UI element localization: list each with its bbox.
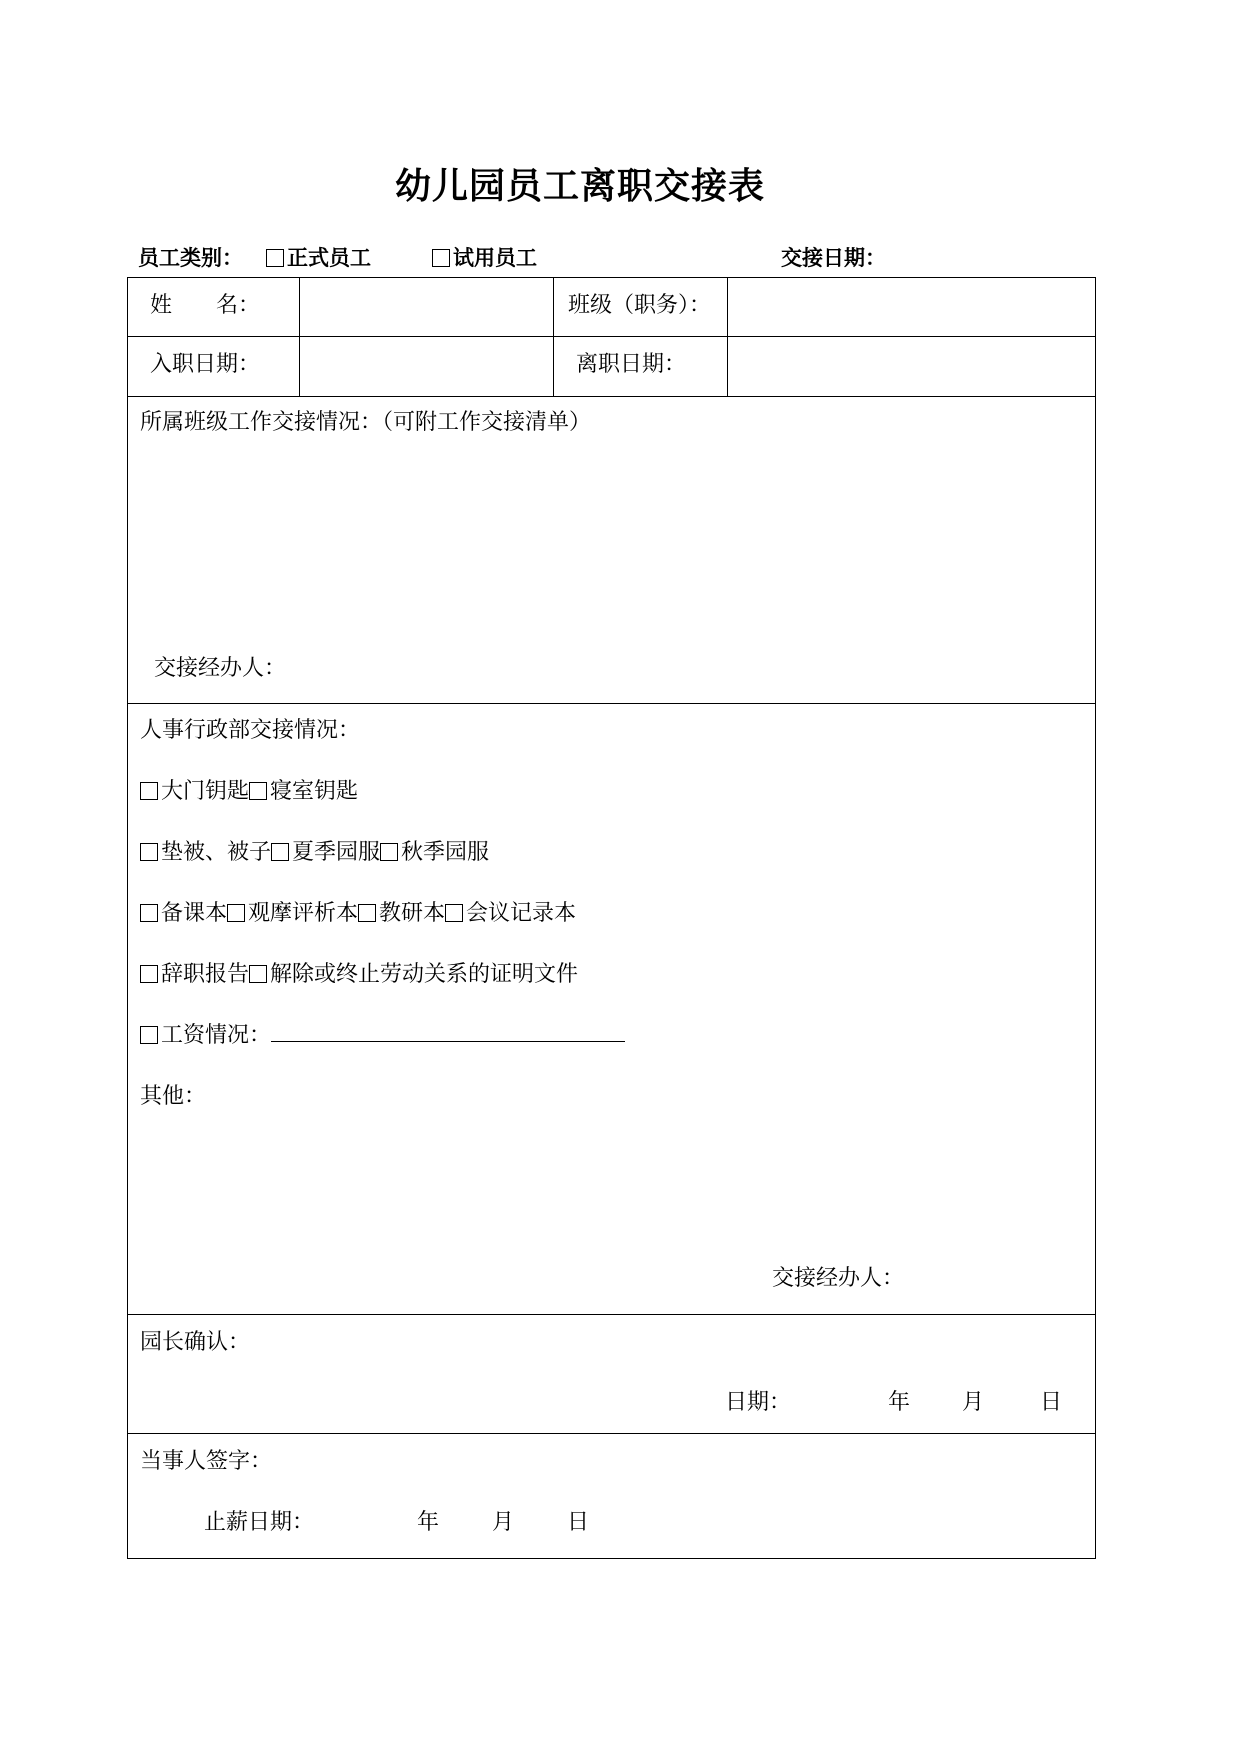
option-probation[interactable] <box>432 242 537 272</box>
stop-pay-date-label: 止薪日期： <box>204 1510 315 1535</box>
item-summer-uniform: 夏季园服 <box>292 840 381 865</box>
handover-date-label: 交接日期： <box>781 245 886 270</box>
row-director <box>128 1315 1096 1434</box>
hr-items-line-4 <box>140 957 578 988</box>
party-cell[interactable] <box>128 1434 1096 1559</box>
hr-items-line-2 <box>140 835 489 866</box>
checkbox-termination-proof[interactable] <box>249 965 267 983</box>
class-handover-cell[interactable] <box>128 397 1096 704</box>
item-dorm-key: 寝室钥匙 <box>270 779 359 804</box>
item-observation-book: 观摩评析本 <box>248 901 359 926</box>
checkbox-probation[interactable] <box>432 249 450 267</box>
item-autumn-uniform: 秋季园服 <box>401 840 490 865</box>
item-bedding: 垫被、被子 <box>161 840 272 865</box>
checkbox-dorm-key[interactable] <box>249 782 267 800</box>
page-title: 幼儿园员工离职交接表 <box>394 165 765 207</box>
row-name <box>128 278 1096 337</box>
item-meeting-minutes: 会议记录本 <box>466 901 577 926</box>
item-research-book: 教研本 <box>379 901 446 926</box>
checkbox-salary[interactable] <box>140 1026 158 1044</box>
director-day: 日 <box>1040 1390 1063 1415</box>
stop-pay-year: 年 <box>417 1510 440 1535</box>
party-sign-label: 当事人签字： <box>140 1449 273 1474</box>
class-label: 班级（职务）： <box>568 293 712 318</box>
class-handover-label: 所属班级工作交接情况：（可附工作交接清单） <box>140 410 592 435</box>
director-month: 月 <box>962 1390 985 1415</box>
hr-items-line-3 <box>140 896 576 927</box>
row-hr-handover <box>128 704 1096 1315</box>
name-label-cell <box>128 278 300 337</box>
director-year: 年 <box>888 1390 911 1415</box>
class-handover-agent-label: 交接经办人： <box>154 656 287 681</box>
entry-date-label-cell <box>128 337 300 397</box>
checkbox-formal[interactable] <box>266 249 284 267</box>
director-confirm-label: 园长确认： <box>140 1330 251 1355</box>
row-dates <box>128 337 1096 397</box>
option-formal-label: 正式员工 <box>287 245 371 270</box>
stop-pay-month: 月 <box>492 1510 515 1535</box>
item-termination-proof: 解除或终止劳动关系的证明文件 <box>270 962 579 987</box>
director-date-label: 日期： <box>725 1390 792 1415</box>
name-field[interactable] <box>300 278 554 337</box>
checkbox-resignation-report[interactable] <box>140 965 158 983</box>
name-label: 姓 名： <box>150 293 261 318</box>
checkbox-gate-key[interactable] <box>140 782 158 800</box>
option-probation-label: 试用员工 <box>453 245 537 270</box>
entry-date-field[interactable] <box>300 337 554 397</box>
salary-label: 工资情况： <box>161 1023 272 1048</box>
hr-handover-agent-label: 交接经办人： <box>772 1266 905 1291</box>
other-label: 其他： <box>140 1084 207 1109</box>
class-label-cell <box>554 278 728 337</box>
stop-pay-day: 日 <box>567 1510 590 1535</box>
checkbox-bedding[interactable] <box>140 843 158 861</box>
salary-blank[interactable] <box>271 1021 625 1042</box>
checkbox-summer-uniform[interactable] <box>271 843 289 861</box>
handover-form <box>127 277 1096 1559</box>
checkbox-observation-book[interactable] <box>227 904 245 922</box>
hr-items-line-1 <box>140 774 358 805</box>
leave-date-label: 离职日期： <box>576 352 687 377</box>
entry-date-label: 入职日期： <box>150 352 261 377</box>
leave-date-label-cell <box>554 337 728 397</box>
director-cell[interactable] <box>128 1315 1096 1434</box>
hr-handover-label: 人事行政部交接情况： <box>140 718 361 743</box>
checkbox-meeting-minutes[interactable] <box>445 904 463 922</box>
item-lesson-plan: 备课本 <box>161 901 228 926</box>
item-gate-key: 大门钥匙 <box>161 779 250 804</box>
row-class-handover <box>128 397 1096 704</box>
item-resignation-report: 辞职报告 <box>161 962 250 987</box>
row-party <box>128 1434 1096 1559</box>
checkbox-lesson-plan[interactable] <box>140 904 158 922</box>
leave-date-field[interactable] <box>728 337 1096 397</box>
employee-type-label: 员工类别： <box>138 245 243 270</box>
hr-handover-cell <box>128 704 1096 1315</box>
class-field[interactable] <box>728 278 1096 337</box>
checkbox-autumn-uniform[interactable] <box>380 843 398 861</box>
checkbox-research-book[interactable] <box>358 904 376 922</box>
option-formal[interactable] <box>266 242 371 272</box>
hr-salary-line <box>140 1018 625 1049</box>
